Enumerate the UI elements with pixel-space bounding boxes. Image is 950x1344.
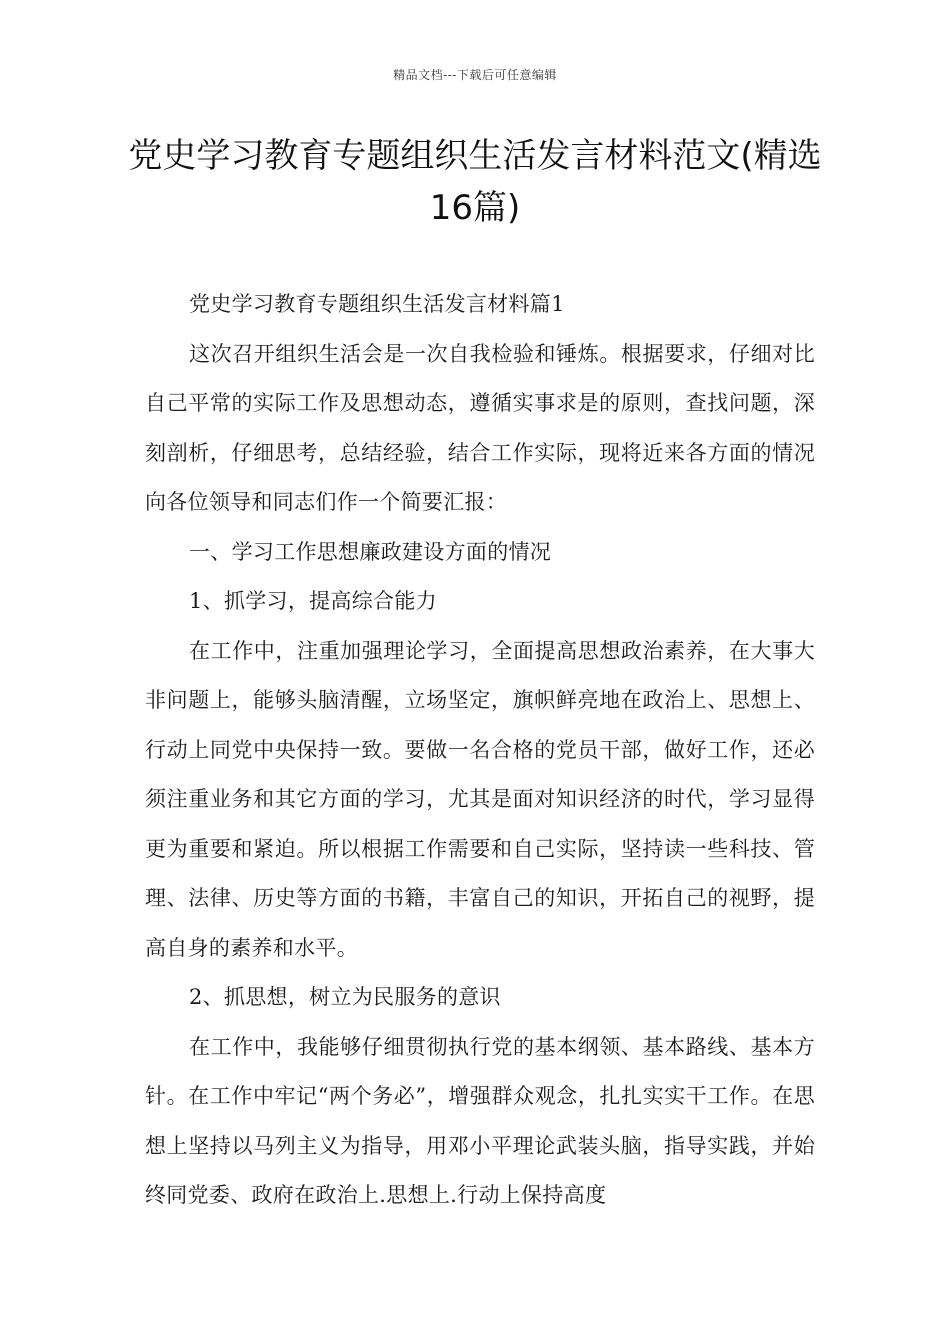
document-body [145, 280, 815, 1221]
body-paragraph: 在工作中，注重加强理论学习，全面提高思想政治素养，在大事大非问题上，能够头脑清醒，立场坚定，旗帜鲜亮地在政治上、思想上、行动上同党中央保持一致。要做一名合格的党员干部，做好工作，还必须注重业务和其它方面的学习，尤其是面对知识经济的时代，学习显得更为重要和紧迫。所以根据工作需要和自己实际，坚持读一些科技、管理、法律、历史等方面的书籍，丰富自己的知识，开拓自己的视野，提高自身的素养和水平。 [145, 638, 815, 960]
intro-paragraph: 这次召开组织生活会是一次自我检验和锤炼。根据要求，仔细对比自己平常的实际工作及思想动态，遵循实事求是的原则，查找问题，深刻剖析，仔细思考，总结经验，结合工作实际，现将近来各方面的情况向各位领导和同志们作一个简要汇报： [145, 341, 815, 514]
section-heading: 一、学习工作思想廉政建设方面的情况 [189, 539, 552, 564]
subsection-heading: 1、抓学习，提高综合能力 [189, 589, 437, 613]
section-heading: 党史学习教育专题组织生活发言材料篇1 [189, 292, 565, 316]
document-title: 党史学习教育专题组织生活发言材料范文(精选16篇) [128, 136, 822, 228]
subsection-heading: 2、抓思想，树立为民服务的意识 [189, 985, 501, 1009]
header-note: 精品文档---下载后可任意编辑 [393, 68, 557, 82]
body-paragraph: 在工作中，我能够仔细贯彻执行党的基本纲领、基本路线、基本方针。在工作中牢记“两个务必”，增强群众观念，扎扎实实干工作。在思想上坚持以马列主义为指导，用邓小平理论武装头脑，指导实践，并始终同党委、政府在政治上.思想上.行动上保持高度 [145, 1034, 815, 1207]
